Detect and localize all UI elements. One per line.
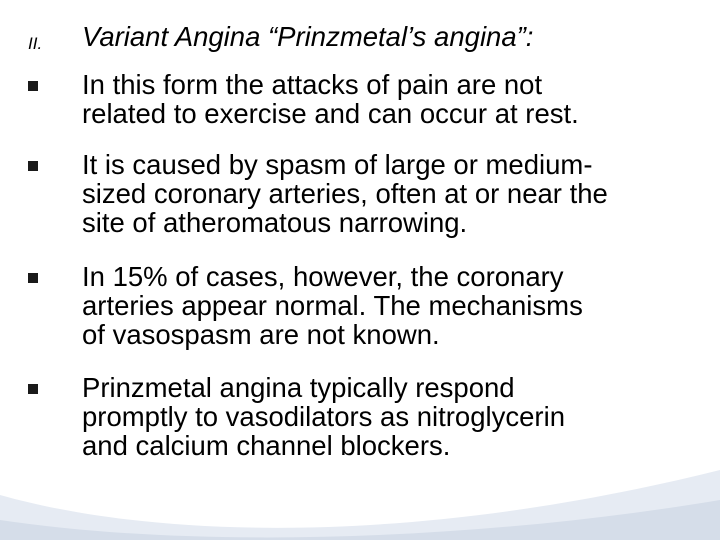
square-bullet-icon (28, 81, 38, 91)
bullet-text-2: It is caused by spasm of large or medium- sized coronary arteries, often at or near the site of atheromatous narrowing. (82, 149, 608, 238)
bullet-text-3: In 15% of cases, however, the coronary arteries appear normal. The mechanisms of vasospasm are not known. (82, 261, 583, 350)
square-bullet-icon (28, 161, 38, 171)
slide-title: Variant Angina “Prinzmetal’s angina”: (82, 21, 534, 52)
section-numeral: II. (28, 34, 43, 53)
square-bullet-icon (28, 273, 38, 283)
square-bullet-icon (28, 384, 38, 394)
bullet-text-4: Prinzmetal angina typically respond promptly to vasodilators as nitroglycerin and calcium channel blockers. (82, 372, 565, 461)
bullet-text-1: In this form the attacks of pain are not related to exercise and can occur at rest. (82, 69, 579, 129)
